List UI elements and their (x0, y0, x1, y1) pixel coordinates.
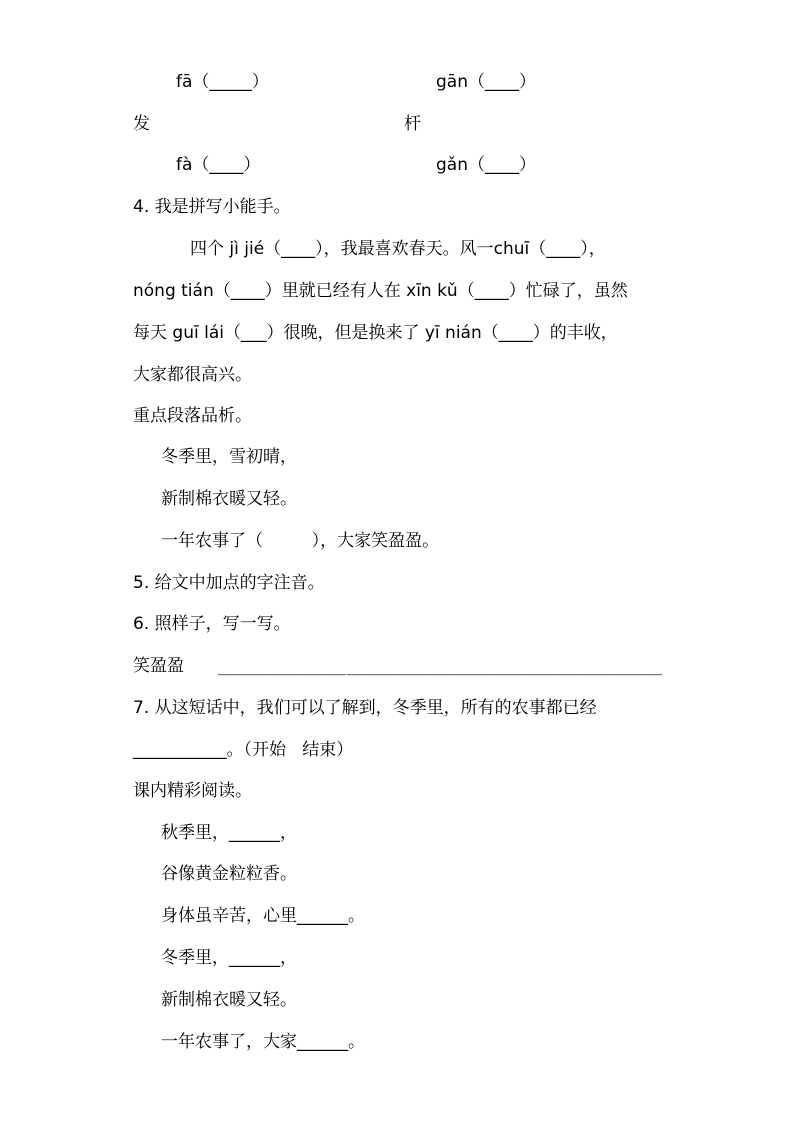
section-title: 课内精彩阅读。 (133, 781, 252, 801)
section-title: 重点段落品析。 (133, 406, 252, 426)
poem-line: 新制棉衣暖又轻。 (161, 990, 297, 1010)
question-6-title: 6. 照样子，写一写。 (133, 614, 291, 634)
question-4-line-1: 四个 jì jié（____），我最喜欢春天。风一chuī（____）， (190, 239, 606, 259)
answer-blank: _____________ (218, 656, 346, 676)
poem-line: 冬季里，雪初晴， (161, 447, 297, 467)
gan-third-tone: gǎn（____） (436, 155, 536, 175)
answer-blank: ________________________________ (347, 656, 662, 676)
question-5: 5. 给文中加点的字注音。 (133, 573, 325, 593)
question-7-line-2: ___________。（开始 结束） (133, 740, 354, 760)
poem-line: 谷像黄金粒粒香。 (161, 864, 297, 884)
fa-fourth-tone: fà（____） (176, 155, 261, 175)
question-4-line-4: 大家都很高兴。 (133, 365, 252, 385)
fa-character: 发 (133, 114, 150, 134)
poem-line: 冬季里，______， (161, 948, 297, 968)
poem-line: 新制棉衣暖又轻。 (161, 489, 297, 509)
question-4-line-3: 每天 guī lái（___）很晚，但是换来了 yī nián（____）的丰收， (133, 323, 618, 343)
poem-line: 一年农事了，大家______。 (161, 1032, 365, 1052)
poem-line: 秋季里，______， (161, 823, 297, 843)
poem-line: 一年农事了（ ），大家笑盈盈。 (161, 531, 440, 551)
example-word: 笑盈盈 (133, 656, 184, 676)
gan-first-tone: gān（____） (436, 72, 536, 92)
question-4-title: 4. 我是拼写小能手。 (133, 197, 291, 217)
question-4-line-2: nóng tián（____）里就已经有人在 xīn kǔ（____）忙碌了，虽然 (133, 281, 628, 301)
poem-line: 身体虽辛苦，心里______。 (161, 906, 365, 926)
gan-character: 杆 (404, 114, 421, 134)
fa-first-tone: fā（_____） (176, 72, 269, 92)
question-7-line-1: 7. 从这短话中，我们可以了解到，冬季里，所有的农事都已经 (133, 698, 597, 718)
